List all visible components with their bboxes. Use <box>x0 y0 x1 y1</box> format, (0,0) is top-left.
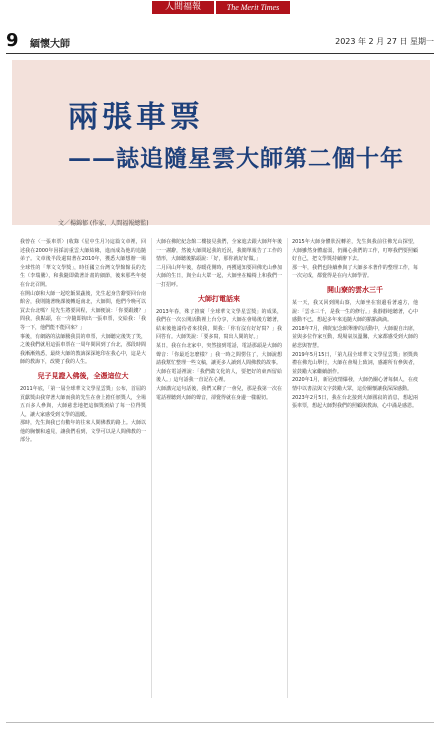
paragraph: 那一年，我們也陸續參與了大師多本著作的整理工作，每一次完成，都覺得是在向大師學習。 <box>292 264 418 280</box>
paragraph: 在開山寮和大師一起吃飯果蔬後，先生起身告辭要回台南館舍，我則隨著晚課後轉返南北，大師問，他們今晚可以買去台北嗎？見先生將要回程，大師便說：「你要跟錢？」問我，我點頭，在一旁隨即掏出一張車票，交給我：「我等一下，他們能不能回來？」 <box>20 290 146 331</box>
paragraph: 某一天，我又回到開山寮，大師坐在窗邊看著遠方，他說：「雲水三千，是我一生的修行。」我靜靜地聽著，心中感動不已，想起多年來追隨大師的點點滴滴。 <box>292 299 418 324</box>
masthead-logo: 人間福報 <box>152 1 214 14</box>
paragraph: 我曾在〈一張車票〉(收錄《星中生月》)這篇文章裡，回述我在2000年因採訪重雲大師結緣，進而成為他的追隨弟子。文章後半段還寫著在2010年，獲悉大師想辦一場全球性的「華文文學獎」，時任國立台灣文學館館長的先生（李瑞騰），和我隨即做著計畫的細節，後來那些年便在台北召開。 <box>20 239 146 288</box>
paragraph: 2023年2月5日，我在台北接到大師圓寂的消息，想起兩張車票，想起大師對我們的照顧與教誨，心中滿是感恩。 <box>292 394 418 410</box>
page-number: 9 <box>6 30 19 51</box>
section-subhead: 兒子見證入佛後，全憑這位大 <box>37 371 129 380</box>
issue-date: 2023 年 2 月 27 日 星期一 <box>335 37 434 46</box>
paragraph: 大師在電話裡說：「我們做文化的人，要把好的東西留給後人。」這句話我一直記在心裡。 <box>156 368 282 384</box>
footer-rule <box>6 722 434 723</box>
paragraph: 事後，有網路的法師騰我買的車票，大師聽完後笑了笑，之後我們就用這張車票在一周年間回到了台北，那段時間我漸漸熟悉，最終大師的教誨深深地印在我心中，這是大師的教誨下，改變了我的人生。 <box>20 333 146 366</box>
title-block <box>12 60 430 225</box>
paragraph: 某日，我在台北家中，突然接到電話，電話那頭是大師的聲音：「你最近怎麼樣？」我一時之間愣住了，大師說想請我幫忙整理一些文稿，讓更多人讀到人間佛教的故事。 <box>156 342 282 367</box>
section-subhead: 開山寮的雲水三千 <box>327 285 383 294</box>
paragraph: 2018年7月，佛陀紀念館舉辦的活動中，大師親自出席，並與多位作家互動，現場氣氛溫馨，大家都感受到大師的慈悲與智慧。 <box>292 325 418 349</box>
column-divider <box>151 238 152 698</box>
header-rule <box>6 53 434 54</box>
page-header <box>0 30 440 52</box>
section-title: 緬懷大師 <box>30 39 70 50</box>
masthead-logo-english: The Merit Times <box>216 1 290 14</box>
masthead <box>0 0 440 16</box>
paragraph: 2011年底，「第一屆全球華文文學星雲獎」公布，首屆的貢獻獎由我穿著大師而我的先生在會上擔任頒獎人，全場五百多人參與，大師慈悲地把這個獎頒給了每一位得獎人，讓大家感受到文學的溫暖。 <box>20 385 146 418</box>
paragraph: 那時，先生與我已有數年的往來人間佛教的路上。大師以他的胸懷和遠見，讓我們看到，文學可以是人間佛教的一部分。 <box>20 420 146 444</box>
paragraph: 2019年5月15日，「第九屆全球華文文學星雲獎」頒獎典禮在佛光山舉行，大師在會場上致詞，感謝所有參與者，並鼓勵大家繼續創作。 <box>292 351 418 375</box>
section-subhead: 大師打電話來 <box>198 294 240 303</box>
paragraph: 2013年春，殊了推廣「全球華文文學星雲獎」的成果，我們在一次公開活動裡上台分享，大師在會場後方聽著，結束後他請侍者來找我，問我：「你有沒有好好寫？」我回答有。大師笑說：「要多寫，寫出人間的好。」 <box>156 308 282 341</box>
article-column-3 <box>292 238 418 708</box>
article-byline: 文／楊錦郁 (作家、人間福報總監) <box>58 220 149 227</box>
paragraph: 二月回山拜年後，春暖花開時，再獲通知要回佛光山參加大師的生日，與全山大眾一起，大師坐在輪椅上和我們一一打招呼。 <box>156 264 282 288</box>
paragraph: 2015年大師身體狀況轉差，先生與我前往佛光山探望，大師雖然身體虛弱，仍關心我們的工作，叮嚀我們要照顧好自己，把文學獎持續辦下去。 <box>292 239 418 263</box>
article-title: 兩張車票 <box>68 100 204 135</box>
paragraph: 2020年1月，新冠疫情爆發，大師仍關心著每個人，在疫情中以書法與文字鼓勵大眾，這份關懷讓我深深感動。 <box>292 377 418 392</box>
column-divider <box>287 238 288 698</box>
paragraph: 大師講完這句話後，我們又聊了一會兒，那是我第一次在電話裡聽到大師的聲音，卻覺得就在身邊一樣親切。 <box>156 385 282 401</box>
article-subtitle: ——誌追隨星雲大師第二個十年 <box>68 145 404 172</box>
article-column-2 <box>156 238 282 686</box>
article-column-1 <box>20 238 146 686</box>
paragraph: 大師在佛陀紀念館二樓接見我們，全家進去跟大師拜年後一一謝辭，然後大師問起我的近況，我簡單報告了工作的情形，大師聽後點頭說：「好，那你就好好做。」 <box>156 239 282 263</box>
